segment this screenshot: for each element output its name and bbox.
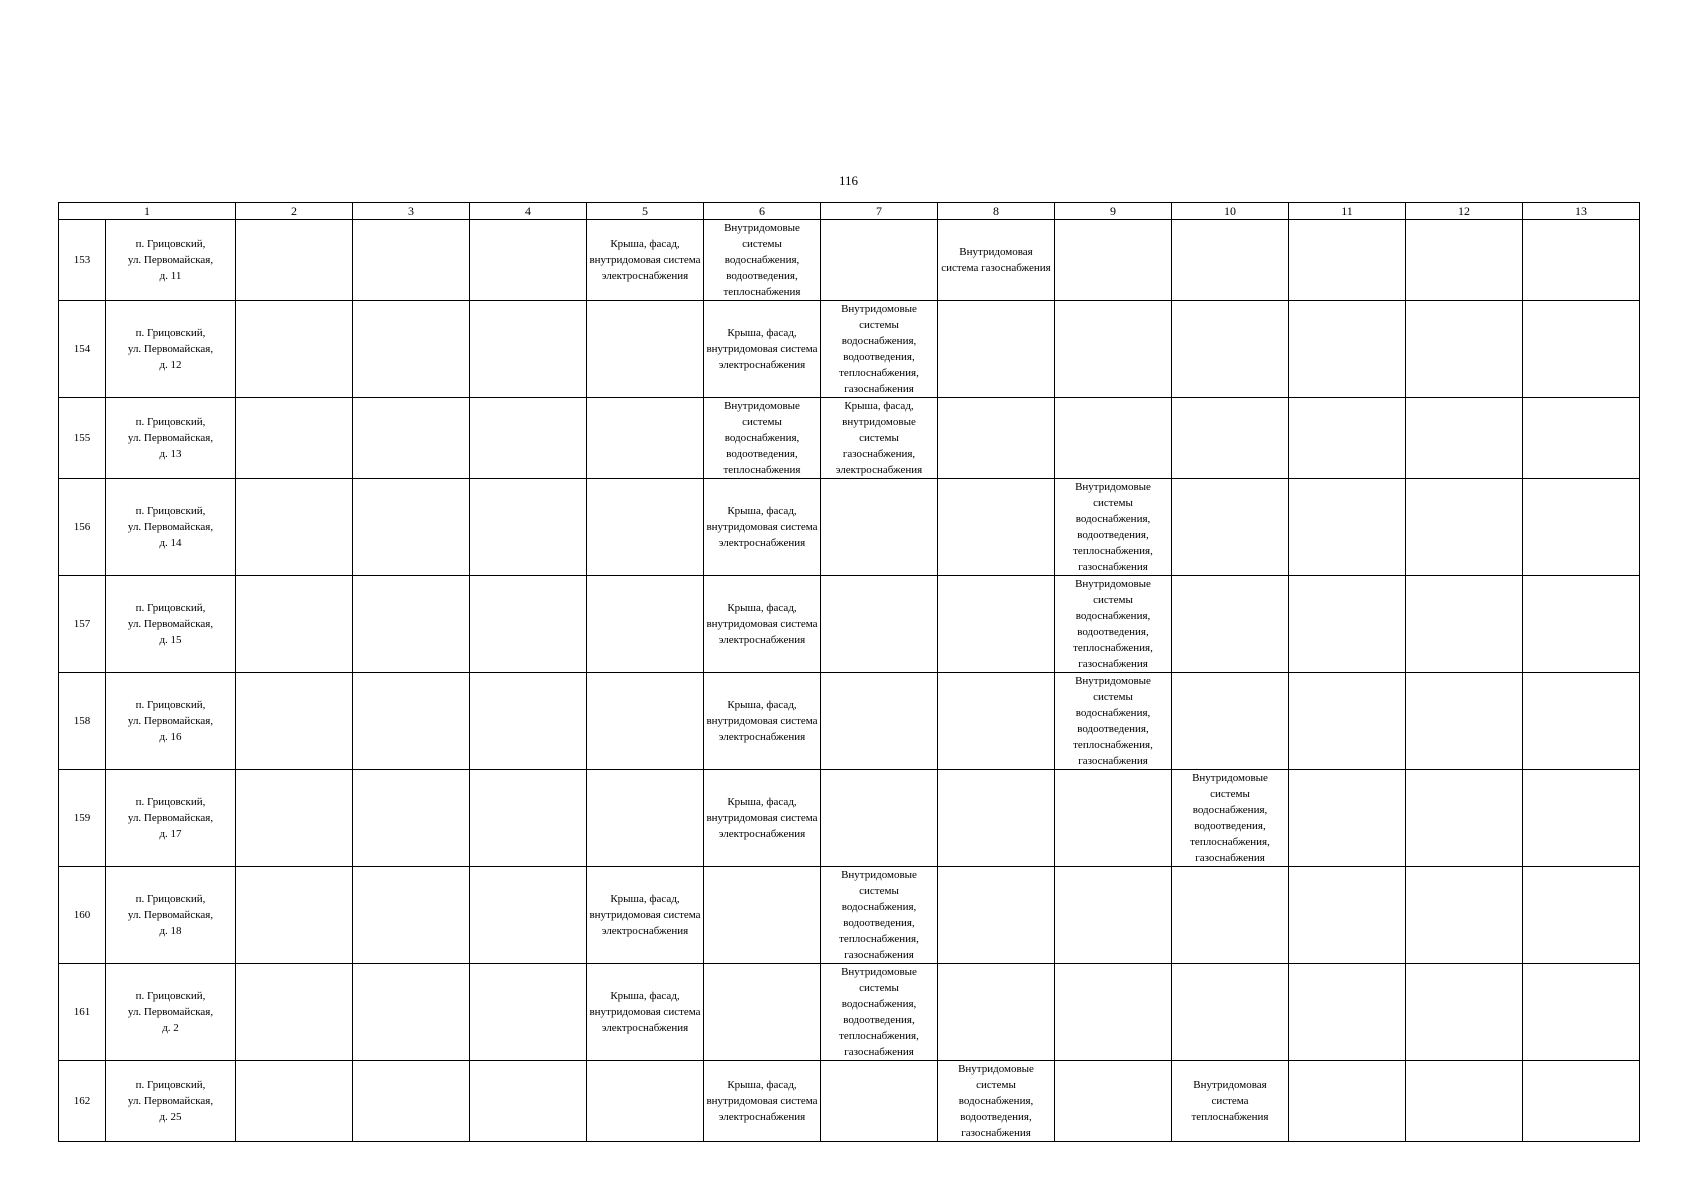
- cell-col-11: [1289, 673, 1406, 770]
- address-line: д. 17: [159, 828, 182, 840]
- address-line: ул. Первомайская,: [127, 1095, 214, 1107]
- cell-col-6: [704, 964, 821, 1061]
- cell-col-6-text: Крыша, фасад, внутридомовая система электроснабжения: [706, 602, 818, 646]
- cell-col-9-text: Внутридомовые системы водоснабжения, водоотведения, теплоснабжения, газоснабжения: [1073, 675, 1153, 767]
- row-number-cell: [59, 867, 106, 964]
- column-header: 13: [1523, 203, 1640, 220]
- cell-col-13: [1523, 398, 1640, 479]
- table-row: [59, 1061, 1640, 1142]
- cell-col-7: [821, 867, 938, 964]
- address-cell: [106, 301, 236, 398]
- cell-col-8: [938, 673, 1055, 770]
- cell-col-9: [1055, 479, 1172, 576]
- row-number-cell: [59, 220, 106, 301]
- cell-col-8-text: Внутридомовые системы водоснабжения, водоотведения, газоснабжения: [958, 1063, 1034, 1139]
- cell-col-9: [1055, 673, 1172, 770]
- cell-col-10: [1172, 301, 1289, 398]
- address-line: ул. Первомайская,: [127, 521, 214, 533]
- cell-col-5: [587, 867, 704, 964]
- cell-col-10: [1172, 1061, 1289, 1142]
- column-header: 3: [353, 203, 470, 220]
- column-header: 11: [1289, 203, 1406, 220]
- cell-col-5: [587, 301, 704, 398]
- cell-col-4: [470, 964, 587, 1061]
- cell-col-7: [821, 770, 938, 867]
- cell-col-7-text: Крыша, фасад, внутридомовые системы газоснабжения, электроснабжения: [835, 400, 923, 476]
- address-line: п. Грицовский,: [135, 796, 206, 808]
- address-line: ул. Первомайская,: [127, 715, 214, 727]
- cell-col-5: [587, 220, 704, 301]
- cell-col-12: [1406, 301, 1523, 398]
- cell-col-6: [704, 867, 821, 964]
- cell-col-8-text: Внутридомовая система газоснабжения: [941, 246, 1051, 274]
- address-line: ул. Первомайская,: [127, 432, 214, 444]
- cell-col-5: [587, 479, 704, 576]
- cell-col-6-text: Внутридомовые системы водоснабжения, водоотведения, теплоснабжения: [723, 222, 801, 298]
- cell-col-10: [1172, 479, 1289, 576]
- cell-col-8: [938, 770, 1055, 867]
- cell-col-13: [1523, 301, 1640, 398]
- cell-col-7: [821, 301, 938, 398]
- cell-col-11: [1289, 576, 1406, 673]
- cell-col-3: [353, 576, 470, 673]
- row-number-cell-text: 157: [73, 618, 91, 630]
- table-header: [59, 203, 1640, 220]
- address-line: ул. Первомайская,: [127, 909, 214, 921]
- table-row: [59, 398, 1640, 479]
- row-number-cell-text: 153: [73, 254, 91, 266]
- address-cell: [106, 479, 236, 576]
- cell-col-9: [1055, 964, 1172, 1061]
- cell-col-13: [1523, 576, 1640, 673]
- row-number-cell-text: 154: [73, 343, 91, 355]
- cell-col-2: [236, 673, 353, 770]
- cell-col-2: [236, 479, 353, 576]
- cell-col-13: [1523, 1061, 1640, 1142]
- cell-col-4: [470, 867, 587, 964]
- cell-col-5: [587, 964, 704, 1061]
- cell-col-6: [704, 301, 821, 398]
- cell-col-7: [821, 1061, 938, 1142]
- cell-col-10: [1172, 398, 1289, 479]
- row-number-cell-text: 158: [73, 715, 91, 727]
- cell-col-12: [1406, 479, 1523, 576]
- cell-col-9: [1055, 220, 1172, 301]
- cell-col-13: [1523, 220, 1640, 301]
- cell-col-13: [1523, 964, 1640, 1061]
- cell-col-3: [353, 220, 470, 301]
- cell-col-7: [821, 479, 938, 576]
- address-line: д. 25: [159, 1111, 182, 1123]
- table-body: [59, 220, 1640, 1142]
- cell-col-3: [353, 398, 470, 479]
- cell-col-2: [236, 576, 353, 673]
- cell-col-4: [470, 1061, 587, 1142]
- cell-col-8: [938, 1061, 1055, 1142]
- cell-col-3: [353, 673, 470, 770]
- address-cell: [106, 964, 236, 1061]
- cell-col-10: [1172, 964, 1289, 1061]
- cell-col-3: [353, 770, 470, 867]
- column-header: 9: [1055, 203, 1172, 220]
- cell-col-11: [1289, 398, 1406, 479]
- row-number-cell-text: 160: [73, 909, 91, 921]
- cell-col-10: [1172, 576, 1289, 673]
- address-line: п. Грицовский,: [135, 602, 206, 614]
- row-number-cell: [59, 576, 106, 673]
- cell-col-12: [1406, 220, 1523, 301]
- cell-col-13: [1523, 867, 1640, 964]
- column-header: 10: [1172, 203, 1289, 220]
- cell-col-5-text: Крыша, фасад, внутридомовая система электроснабжения: [589, 990, 701, 1034]
- column-header: 12: [1406, 203, 1523, 220]
- cell-col-7: [821, 673, 938, 770]
- address-line: д. 18: [159, 925, 182, 937]
- address-line: п. Грицовский,: [135, 505, 206, 517]
- address-line: ул. Первомайская,: [127, 618, 214, 630]
- cell-col-7-text: Внутридомовые системы водоснабжения, водоотведения, теплоснабжения, газоснабжения: [839, 869, 919, 961]
- cell-col-8: [938, 220, 1055, 301]
- cell-col-2: [236, 301, 353, 398]
- cell-col-4: [470, 479, 587, 576]
- address-cell: [106, 1061, 236, 1142]
- cell-col-11: [1289, 964, 1406, 1061]
- cell-col-8: [938, 398, 1055, 479]
- row-number-cell: [59, 673, 106, 770]
- address-line: ул. Первомайская,: [127, 254, 214, 266]
- cell-col-6-text: Крыша, фасад, внутридомовая система электроснабжения: [706, 1079, 818, 1123]
- table-row: [59, 964, 1640, 1061]
- cell-col-7-text: Внутридомовые системы водоснабжения, водоотведения, теплоснабжения, газоснабжения: [839, 966, 919, 1058]
- address-line: д. 11: [159, 270, 182, 282]
- cell-col-2: [236, 220, 353, 301]
- address-line: ул. Первомайская,: [127, 1006, 214, 1018]
- cell-col-13: [1523, 770, 1640, 867]
- row-number-cell: [59, 301, 106, 398]
- cell-col-9-text: Внутридомовые системы водоснабжения, водоотведения, теплоснабжения, газоснабжения: [1073, 481, 1153, 573]
- cell-col-7: [821, 398, 938, 479]
- cell-col-7: [821, 576, 938, 673]
- address-line: д. 16: [159, 731, 182, 743]
- cell-col-13: [1523, 673, 1640, 770]
- cell-col-12: [1406, 964, 1523, 1061]
- cell-col-5: [587, 398, 704, 479]
- cell-col-11: [1289, 301, 1406, 398]
- cell-col-3: [353, 1061, 470, 1142]
- column-header: 1: [59, 203, 236, 220]
- cell-col-4: [470, 770, 587, 867]
- column-header: 5: [587, 203, 704, 220]
- cell-col-5: [587, 673, 704, 770]
- cell-col-9: [1055, 770, 1172, 867]
- cell-col-9-text: Внутридомовые системы водоснабжения, водоотведения, теплоснабжения, газоснабжения: [1073, 578, 1153, 670]
- address-cell: [106, 220, 236, 301]
- cell-col-6: [704, 1061, 821, 1142]
- cell-col-5: [587, 1061, 704, 1142]
- row-number-cell: [59, 964, 106, 1061]
- cell-col-6-text: Крыша, фасад, внутридомовая система электроснабжения: [706, 327, 818, 371]
- address-line: д. 15: [159, 634, 182, 646]
- cell-col-3: [353, 479, 470, 576]
- cell-col-4: [470, 398, 587, 479]
- address-line: д. 14: [159, 537, 182, 549]
- column-header: 8: [938, 203, 1055, 220]
- cell-col-6-text: Внутридомовые системы водоснабжения, водоотведения, теплоснабжения: [723, 400, 801, 476]
- row-number-cell-text: 162: [73, 1095, 91, 1107]
- cell-col-12: [1406, 673, 1523, 770]
- cell-col-2: [236, 1061, 353, 1142]
- cell-col-12: [1406, 867, 1523, 964]
- cell-col-8: [938, 576, 1055, 673]
- address-line: д. 13: [159, 448, 182, 460]
- cell-col-11: [1289, 1061, 1406, 1142]
- cell-col-5: [587, 576, 704, 673]
- cell-col-6-text: Крыша, фасад, внутридомовая система электроснабжения: [706, 505, 818, 549]
- cell-col-11: [1289, 770, 1406, 867]
- cell-col-4: [470, 301, 587, 398]
- cell-col-4: [470, 220, 587, 301]
- cell-col-8: [938, 964, 1055, 1061]
- cell-col-3: [353, 867, 470, 964]
- row-number-cell: [59, 1061, 106, 1142]
- cell-col-6-text: Крыша, фасад, внутридомовая система электроснабжения: [706, 796, 818, 840]
- cell-col-3: [353, 301, 470, 398]
- cell-col-12: [1406, 398, 1523, 479]
- cell-col-8: [938, 301, 1055, 398]
- cell-col-4: [470, 576, 587, 673]
- address-cell: [106, 770, 236, 867]
- cell-col-7-text: Внутридомовые системы водоснабжения, водоотведения, теплоснабжения, газоснабжения: [839, 303, 919, 395]
- cell-col-5-text: Крыша, фасад, внутридомовая система электроснабжения: [589, 238, 701, 282]
- address-cell: [106, 867, 236, 964]
- address-line: п. Грицовский,: [135, 238, 206, 250]
- cell-col-6-text: Крыша, фасад, внутридомовая система электроснабжения: [706, 699, 818, 743]
- cell-col-2: [236, 964, 353, 1061]
- page-number: 116: [838, 173, 859, 188]
- address-line: д. 2: [162, 1022, 179, 1034]
- table-row: [59, 220, 1640, 301]
- repair-schedule-table: [58, 202, 1640, 1142]
- cell-col-9: [1055, 301, 1172, 398]
- row-number-cell: [59, 770, 106, 867]
- cell-col-11: [1289, 220, 1406, 301]
- cell-col-12: [1406, 770, 1523, 867]
- address-line: п. Грицовский,: [135, 990, 206, 1002]
- row-number-cell: [59, 479, 106, 576]
- cell-col-9: [1055, 867, 1172, 964]
- cell-col-10: [1172, 867, 1289, 964]
- address-line: ул. Первомайская,: [127, 343, 214, 355]
- cell-col-10: [1172, 220, 1289, 301]
- column-header: 7: [821, 203, 938, 220]
- table-row: [59, 479, 1640, 576]
- address-cell: [106, 398, 236, 479]
- address-line: п. Грицовский,: [135, 699, 206, 711]
- table-row: [59, 576, 1640, 673]
- cell-col-5-text: Крыша, фасад, внутридомовая система электроснабжения: [589, 893, 701, 937]
- cell-col-9: [1055, 398, 1172, 479]
- cell-col-7: [821, 220, 938, 301]
- address-line: ул. Первомайская,: [127, 812, 214, 824]
- cell-col-12: [1406, 1061, 1523, 1142]
- row-number-cell-text: 155: [73, 432, 91, 444]
- cell-col-6: [704, 220, 821, 301]
- address-line: п. Грицовский,: [135, 327, 206, 339]
- cell-col-9: [1055, 1061, 1172, 1142]
- row-number-cell: [59, 398, 106, 479]
- cell-col-10-text: Внутридомовые системы водоснабжения, водоотведения, теплоснабжения, газоснабжения: [1190, 772, 1270, 864]
- cell-col-8: [938, 867, 1055, 964]
- cell-col-2: [236, 398, 353, 479]
- cell-col-11: [1289, 479, 1406, 576]
- cell-col-10: [1172, 770, 1289, 867]
- address-line: д. 12: [159, 359, 182, 371]
- column-header: 2: [236, 203, 353, 220]
- cell-col-11: [1289, 867, 1406, 964]
- address-line: п. Грицовский,: [135, 1079, 206, 1091]
- address-cell: [106, 576, 236, 673]
- cell-col-6: [704, 479, 821, 576]
- row-number-cell-text: 156: [73, 521, 91, 533]
- cell-col-8: [938, 479, 1055, 576]
- cell-col-12: [1406, 576, 1523, 673]
- table-row: [59, 673, 1640, 770]
- cell-col-2: [236, 770, 353, 867]
- cell-col-7: [821, 964, 938, 1061]
- cell-col-2: [236, 867, 353, 964]
- row-number-cell-text: 159: [73, 812, 91, 824]
- cell-col-9: [1055, 576, 1172, 673]
- row-number-cell-text: 161: [73, 1006, 91, 1018]
- cell-col-10: [1172, 673, 1289, 770]
- table-row: [59, 770, 1640, 867]
- address-line: п. Грицовский,: [135, 893, 206, 905]
- column-header: 4: [470, 203, 587, 220]
- cell-col-3: [353, 964, 470, 1061]
- cell-col-5: [587, 770, 704, 867]
- cell-col-10-text: Внутридомовая система теплоснабжения: [1191, 1079, 1269, 1123]
- column-header: 6: [704, 203, 821, 220]
- address-line: п. Грицовский,: [135, 416, 206, 428]
- cell-col-4: [470, 673, 587, 770]
- cell-col-6: [704, 673, 821, 770]
- address-cell: [106, 673, 236, 770]
- column-number-row: [59, 203, 1640, 220]
- cell-col-6: [704, 770, 821, 867]
- table-row: [59, 867, 1640, 964]
- cell-col-13: [1523, 479, 1640, 576]
- cell-col-6: [704, 398, 821, 479]
- table-row: [59, 301, 1640, 398]
- cell-col-6: [704, 576, 821, 673]
